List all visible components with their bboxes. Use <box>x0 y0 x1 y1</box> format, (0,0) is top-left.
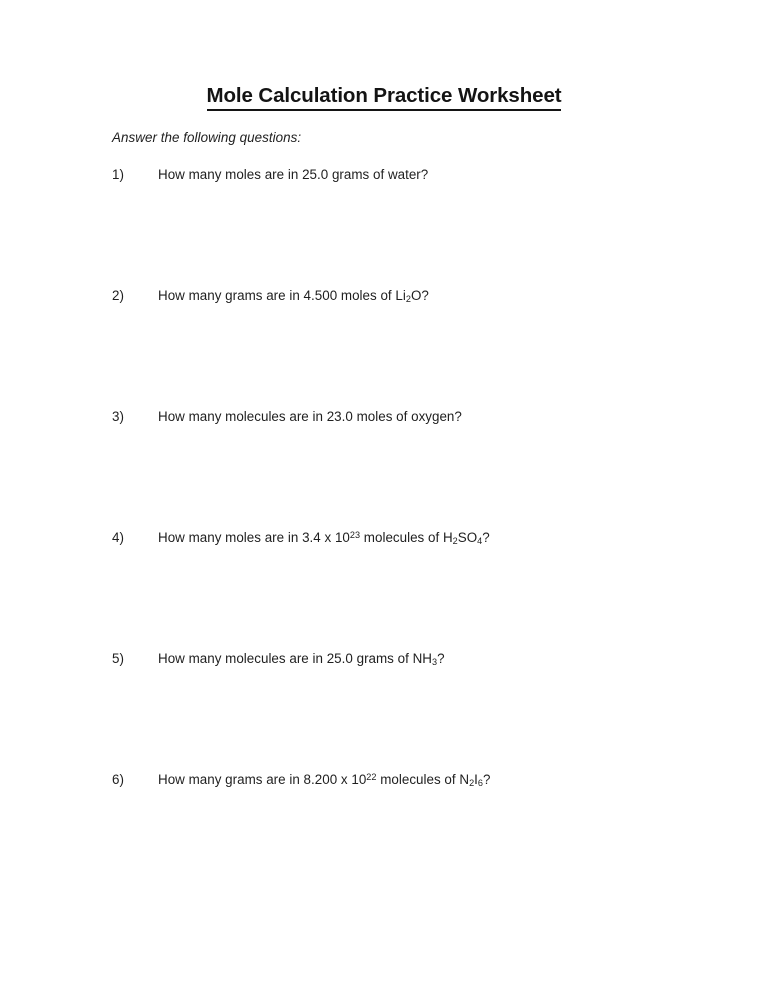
question-text: How many grams are in 8.200 x $10^{22}$ molecules of $N_2I_6$? <box>158 771 491 789</box>
page-title-container <box>0 84 768 111</box>
question-text: How many moles are in 3.4 x $10^{23}$ molecules of $H_2SO_4$? <box>158 529 490 547</box>
question-text: How many grams are in 4.500 moles of $Li_2O$? <box>158 288 429 305</box>
question-item <box>0 167 768 288</box>
question-text: How many molecules are in 25.0 grams of $NH_3$? <box>158 651 445 668</box>
question-item <box>0 651 768 772</box>
page-title: Mole Calculation Practice Worksheet <box>207 84 562 111</box>
question-text: How many moles are in 25.0 grams of water? <box>158 167 429 182</box>
questions-list <box>0 167 768 893</box>
superscript: 22 <box>366 771 377 782</box>
question-number: 6) <box>112 772 124 787</box>
question-item <box>0 530 768 651</box>
subscript: 2 <box>405 294 411 305</box>
question-item <box>0 409 768 530</box>
question-number: 3) <box>112 409 124 424</box>
question-number: 1) <box>112 167 124 182</box>
question-number: 5) <box>112 651 124 666</box>
question-number: 2) <box>112 288 124 303</box>
question-text: How many molecules are in 23.0 moles of oxygen? <box>158 409 462 424</box>
question-number: 4) <box>112 530 124 545</box>
question-item <box>0 288 768 409</box>
instructions-text: Answer the following questions: <box>112 130 302 145</box>
subscript: 2 <box>452 536 458 547</box>
superscript: 23 <box>349 529 361 540</box>
subscript: 2 <box>469 778 475 789</box>
subscript: 6 <box>477 778 484 789</box>
subscript: 4 <box>477 536 483 547</box>
question-item <box>0 772 768 893</box>
subscript: 3 <box>431 657 438 668</box>
